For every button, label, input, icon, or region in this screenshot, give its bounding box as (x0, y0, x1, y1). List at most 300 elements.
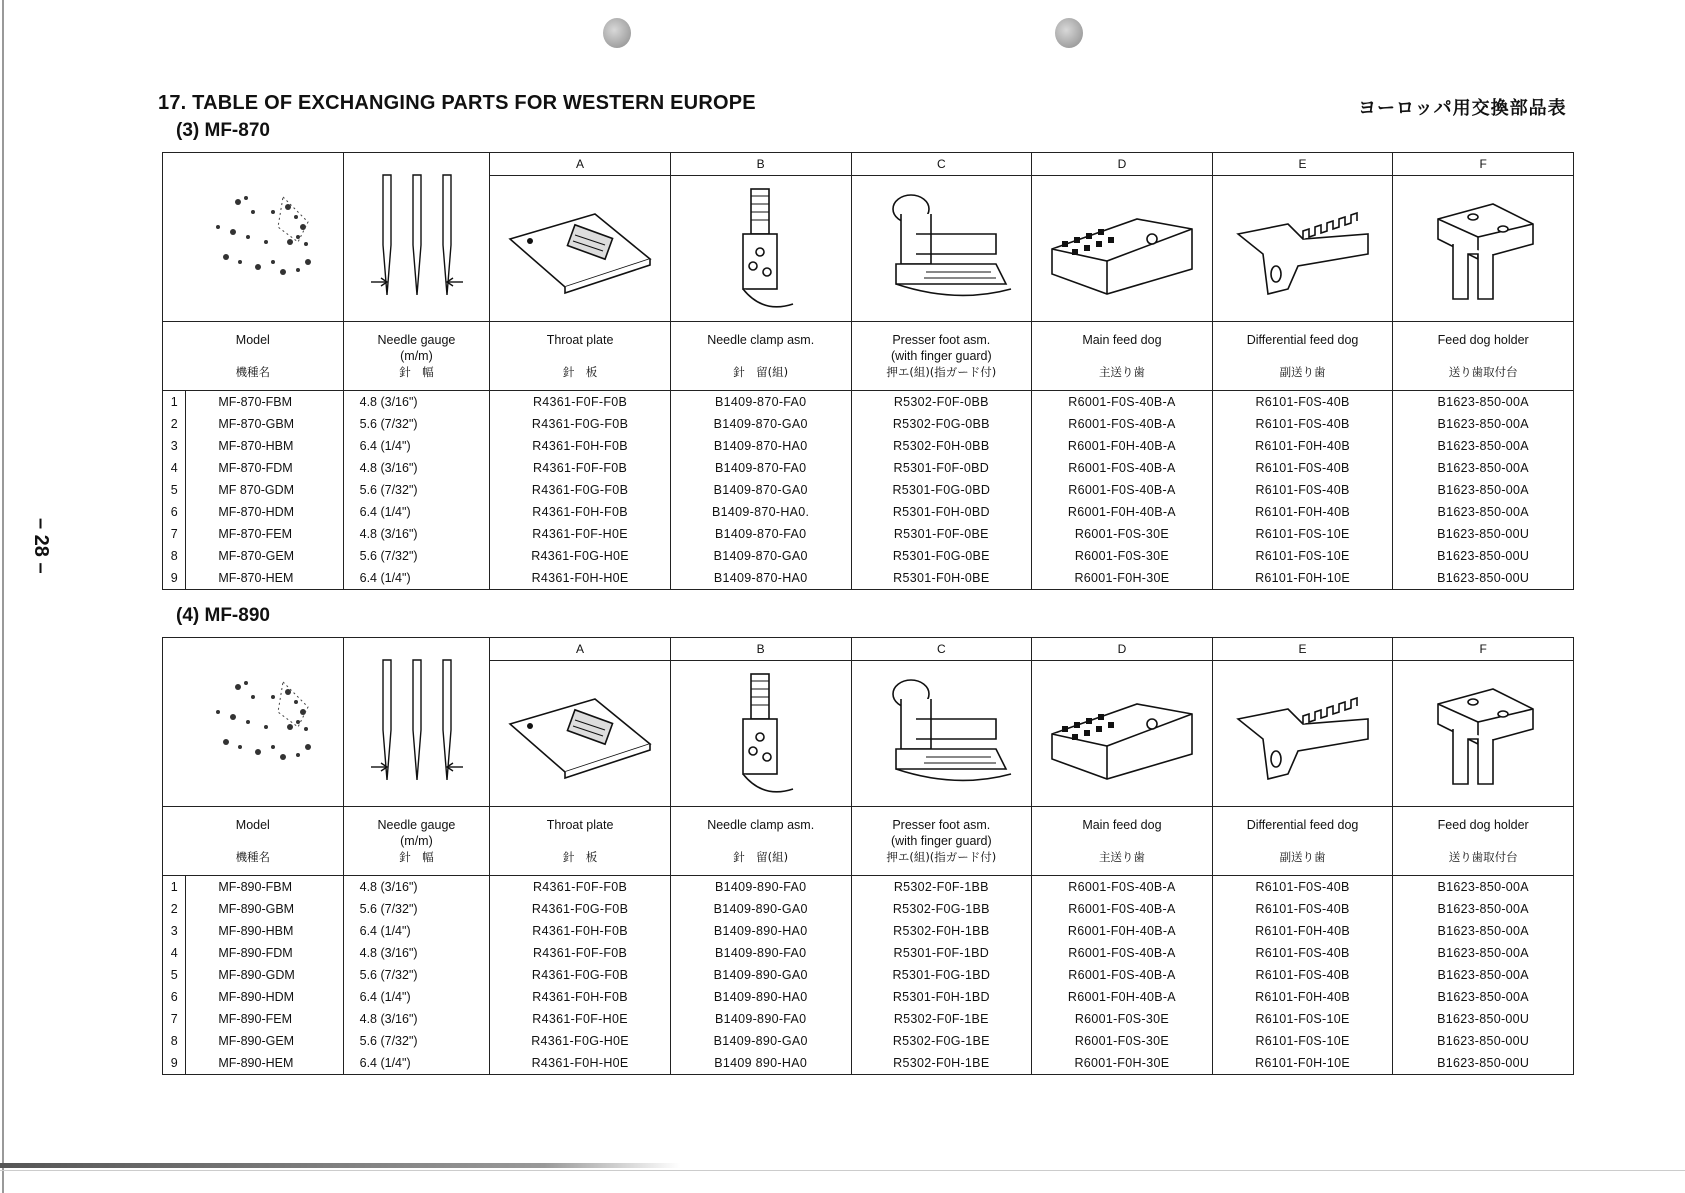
column-letter: B (756, 157, 765, 171)
row-number: 3 (163, 435, 186, 457)
needle-gauge-value: 6.4 (1/4") (343, 435, 490, 457)
differential-feed-dog-header-jp: 副送り歯 (1279, 365, 1326, 379)
column-letter-cell (1032, 638, 1213, 661)
differential-feed-dog-part: R6101-F0S-10E (1212, 545, 1393, 567)
row-number: 2 (163, 898, 186, 920)
row-number: 4 (163, 942, 186, 964)
needle-gauge-header: Needle gauge (377, 333, 456, 347)
presser-foot-part: R5302-F0G-1BB (851, 898, 1032, 920)
main-feed-dog-header: Main feed dog (1082, 333, 1162, 347)
needle-clamp-part: B1409-870-HA0 (670, 435, 851, 457)
needle-clamp-part: B1409-890-HA0 (670, 986, 851, 1008)
differential-feed-dog-part: R6101-F0H-40B (1212, 435, 1393, 457)
needle-gauge-value: 5.6 (7/32") (343, 479, 490, 501)
presser-foot-subheader: (with finger guard) (890, 349, 992, 363)
row-number: 5 (163, 964, 186, 986)
presser-foot-part: R5302-F0F-1BB (851, 876, 1032, 899)
needle-clamp-header-jp: 針 留(組) (733, 850, 789, 864)
presser-foot-part: R5302-F0F-1BE (851, 1008, 1032, 1030)
column-letter-cell (1212, 153, 1393, 176)
row-number: 8 (163, 545, 186, 567)
page-number: – 28 – (30, 518, 52, 574)
throat-plate-part: R4361-F0G-H0E (490, 545, 671, 567)
column-letter-cell (670, 638, 851, 661)
model-name: MF-870-HDM (186, 501, 343, 523)
table-row (163, 435, 1574, 457)
needle-clamp-part: B1409-890-GA0 (670, 898, 851, 920)
presser-foot-icon (866, 669, 1016, 799)
machine-picture-cell (163, 153, 344, 322)
part-picture-cell (1212, 176, 1393, 322)
column-letter-cell (1212, 638, 1393, 661)
main-feed-dog-part: R6001-F0S-30E (1032, 523, 1213, 545)
column-letter: A (576, 642, 585, 656)
throat-plate-part: R4361-F0H-F0B (490, 501, 671, 523)
differential-feed-dog-part: R6101-F0S-10E (1212, 1008, 1393, 1030)
bottom-rule (0, 1163, 680, 1168)
needle-clamp-part: B1409-890-FA0 (670, 876, 851, 899)
model-name: MF-890-GBM (186, 898, 343, 920)
main-feed-dog-part: R6001-F0S-40B-A (1032, 876, 1213, 899)
column-letter: D (1117, 157, 1127, 171)
main-feed-dog-part: R6001-F0H-30E (1032, 567, 1213, 590)
needle-clamp-part: B1409-890-FA0 (670, 1008, 851, 1030)
part-picture-cell (670, 176, 851, 322)
presser-foot-header-jp: 押エ(組)(指ガード付) (886, 365, 997, 379)
throat-plate-header-jp: 針 板 (562, 850, 598, 864)
part-picture-cell (1393, 176, 1574, 322)
model-name: MF-890-FDM (186, 942, 343, 964)
machine-picture-cell (163, 638, 344, 807)
needle-gauge-header-cell (343, 322, 490, 391)
table-row (163, 1030, 1574, 1052)
differential-feed-dog-part: R6101-F0S-10E (1212, 523, 1393, 545)
presser-foot-part: R5301-F0F-0BD (851, 457, 1032, 479)
table-row (163, 523, 1574, 545)
throat-plate-part: R4361-F0H-H0E (490, 1052, 671, 1075)
needle-gauge-value: 4.8 (3/16") (343, 457, 490, 479)
presser-foot-header-cell (851, 322, 1032, 391)
needle-gauge-value: 5.6 (7/32") (343, 545, 490, 567)
model-name: MF-890-FEM (186, 1008, 343, 1030)
throat-plate-header: Throat plate (546, 333, 614, 347)
row-number: 4 (163, 457, 186, 479)
table-row (163, 1052, 1574, 1075)
throat-plate-part: R4361-F0G-F0B (490, 479, 671, 501)
presser-foot-part: R5302-F0H-1BB (851, 920, 1032, 942)
row-number: 9 (163, 567, 186, 590)
column-letter: F (1479, 642, 1487, 656)
main-feed-dog-header-cell (1032, 322, 1213, 391)
throat-plate-icon (505, 199, 655, 299)
feed-dog-holder-part: B1623-850-00A (1393, 479, 1574, 501)
table-row (163, 1008, 1574, 1030)
main-feed-dog-icon (1047, 199, 1197, 299)
parts-table-mf870 (162, 152, 1574, 590)
binder-hole-left (603, 18, 631, 48)
table-row (163, 898, 1574, 920)
main-feed-dog-header: Main feed dog (1082, 818, 1162, 832)
throat-plate-part: R4361-F0F-F0B (490, 391, 671, 414)
needle-gauge-value: 6.4 (1/4") (343, 1052, 490, 1075)
feed-dog-holder-header-cell (1393, 807, 1574, 876)
needle-clamp-part: B1409-890-FA0 (670, 942, 851, 964)
feed-dog-holder-part: B1623-850-00A (1393, 876, 1574, 899)
table-row (163, 920, 1574, 942)
needle-gauge-value: 4.8 (3/16") (343, 391, 490, 414)
needle-clamp-icon (721, 669, 801, 799)
feed-dog-holder-part: B1623-850-00A (1393, 942, 1574, 964)
needle-clamp-part: B1409-870-FA0 (670, 391, 851, 414)
throat-plate-part: R4361-F0H-F0B (490, 920, 671, 942)
model-name: MF-870-FDM (186, 457, 343, 479)
throat-plate-part: R4361-F0F-H0E (490, 523, 671, 545)
feed-dog-holder-part: B1623-850-00A (1393, 920, 1574, 942)
main-feed-dog-icon (1047, 684, 1197, 784)
part-picture-cell (1032, 661, 1213, 807)
page-title-jp: ヨーロッパ用交換部品表 (1358, 98, 1567, 119)
throat-plate-part: R4361-F0F-H0E (490, 1008, 671, 1030)
table-row (163, 479, 1574, 501)
presser-foot-icon (866, 184, 1016, 314)
needle-gauge-value: 6.4 (1/4") (343, 920, 490, 942)
presser-foot-part: R5302-F0G-1BE (851, 1030, 1032, 1052)
main-feed-dog-header-jp: 主送り歯 (1098, 850, 1145, 864)
throat-plate-part: R4361-F0H-H0E (490, 567, 671, 590)
binder-hole-right (1055, 18, 1083, 48)
differential-feed-dog-part: R6101-F0H-40B (1212, 501, 1393, 523)
main-feed-dog-part: R6001-F0S-40B-A (1032, 942, 1213, 964)
feed-dog-holder-part: B1623-850-00A (1393, 898, 1574, 920)
feed-dog-holder-header-cell (1393, 322, 1574, 391)
needle-clamp-part: B1409-890-GA0 (670, 1030, 851, 1052)
needle-clamp-part: B1409-890-GA0 (670, 964, 851, 986)
needle-clamp-part: B1409-870-HA0 (670, 567, 851, 590)
needle-clamp-header-cell (670, 807, 851, 876)
feed-dog-holder-header-jp: 送り歯取付台 (1448, 365, 1518, 379)
row-number: 6 (163, 501, 186, 523)
throat-plate-header-cell (490, 807, 671, 876)
differential-feed-dog-part: R6101-F0S-10E (1212, 1030, 1393, 1052)
presser-foot-part: R5301-F0H-0BD (851, 501, 1032, 523)
needle-gauge-value: 6.4 (1/4") (343, 501, 490, 523)
differential-feed-dog-part: R6101-F0S-40B (1212, 964, 1393, 986)
needle-gauge-value: 5.6 (7/32") (343, 413, 490, 435)
throat-plate-header-jp: 針 板 (562, 365, 598, 379)
needle-clamp-part: B1409-890-HA0 (670, 920, 851, 942)
column-letter: F (1479, 157, 1487, 171)
main-feed-dog-part: R6001-F0H-40B-A (1032, 986, 1213, 1008)
needle-gauge-header-cell (343, 807, 490, 876)
feed-dog-holder-part: B1623-850-00A (1393, 391, 1574, 414)
differential-feed-dog-header: Differential feed dog (1246, 333, 1359, 347)
main-feed-dog-part: R6001-F0S-30E (1032, 545, 1213, 567)
needle-gauge-value: 6.4 (1/4") (343, 986, 490, 1008)
needle-gauge-value: 4.8 (3/16") (343, 523, 490, 545)
column-letter-cell (490, 153, 671, 176)
machine-illustration (178, 182, 328, 292)
model-name: MF-890-GEM (186, 1030, 343, 1052)
model-name: MF-890-HBM (186, 920, 343, 942)
main-feed-dog-part: R6001-F0S-40B-A (1032, 413, 1213, 435)
throat-plate-header-cell (490, 322, 671, 391)
presser-foot-part: R5302-F0H-0BB (851, 435, 1032, 457)
page-title: 17. TABLE OF EXCHANGING PARTS FOR WESTERN EUROPE (158, 92, 756, 114)
differential-feed-dog-icon (1228, 194, 1378, 304)
differential-feed-dog-header-cell (1212, 322, 1393, 391)
needle-gauge-value: 4.8 (3/16") (343, 876, 490, 899)
needle-clamp-icon (721, 184, 801, 314)
presser-foot-part: R5301-F0H-0BE (851, 567, 1032, 590)
presser-foot-header-cell (851, 807, 1032, 876)
column-letter-cell (851, 153, 1032, 176)
needle-clamp-header-cell (670, 322, 851, 391)
machine-illustration (178, 667, 328, 777)
part-picture-cell (1393, 661, 1574, 807)
differential-feed-dog-part: R6101-F0H-40B (1212, 986, 1393, 1008)
model-name: MF-870-GEM (186, 545, 343, 567)
feed-dog-holder-icon (1423, 189, 1543, 309)
feed-dog-holder-part: B1623-850-00U (1393, 545, 1574, 567)
main-feed-dog-part: R6001-F0S-40B-A (1032, 457, 1213, 479)
main-feed-dog-part: R6001-F0H-40B-A (1032, 435, 1213, 457)
bottom-rule-thin (0, 1170, 1685, 1171)
differential-feed-dog-part: R6101-F0S-40B (1212, 942, 1393, 964)
feed-dog-holder-part: B1623-850-00A (1393, 986, 1574, 1008)
differential-feed-dog-header-jp: 副送り歯 (1279, 850, 1326, 864)
row-number: 5 (163, 479, 186, 501)
needle-gauge-icon (361, 167, 471, 307)
differential-feed-dog-part: R6101-F0S-40B (1212, 876, 1393, 899)
main-feed-dog-part: R6001-F0S-40B-A (1032, 898, 1213, 920)
presser-foot-part: R5301-F0G-0BD (851, 479, 1032, 501)
presser-foot-part: R5301-F0F-0BE (851, 523, 1032, 545)
differential-feed-dog-part: R6101-F0S-40B (1212, 457, 1393, 479)
main-feed-dog-header-cell (1032, 807, 1213, 876)
needle-picture-cell (343, 638, 490, 807)
needle-gauge-header: Needle gauge (377, 818, 456, 832)
presser-foot-part: R5301-F0H-1BD (851, 986, 1032, 1008)
throat-plate-part: R4361-F0H-F0B (490, 435, 671, 457)
table-row (163, 501, 1574, 523)
main-feed-dog-part: R6001-F0S-30E (1032, 1030, 1213, 1052)
differential-feed-dog-part: R6101-F0H-10E (1212, 567, 1393, 590)
main-feed-dog-part: R6001-F0S-30E (1032, 1008, 1213, 1030)
table-row (163, 391, 1574, 414)
throat-plate-part: R4361-F0F-F0B (490, 876, 671, 899)
throat-plate-part: R4361-F0G-F0B (490, 413, 671, 435)
model-name: MF-870-HEM (186, 567, 343, 590)
needle-clamp-header: Needle clamp asm. (707, 333, 815, 347)
column-letter-cell (490, 638, 671, 661)
feed-dog-holder-part: B1623-850-00U (1393, 567, 1574, 590)
column-letter-cell (851, 638, 1032, 661)
feed-dog-holder-part: B1623-850-00A (1393, 457, 1574, 479)
feed-dog-holder-part: B1623-850-00A (1393, 435, 1574, 457)
table-row (163, 986, 1574, 1008)
row-number: 7 (163, 1008, 186, 1030)
row-number: 1 (163, 391, 186, 414)
presser-foot-header: Presser foot asm. (892, 818, 991, 832)
differential-feed-dog-part: R6101-F0S-40B (1212, 391, 1393, 414)
part-picture-cell (851, 661, 1032, 807)
needle-clamp-part: B1409 890-HA0 (670, 1052, 851, 1075)
needle-gauge-value: 5.6 (7/32") (343, 898, 490, 920)
row-number: 3 (163, 920, 186, 942)
presser-foot-header: Presser foot asm. (892, 333, 991, 347)
section-title-mf870: (3) MF-870 (176, 120, 270, 141)
differential-feed-dog-part: R6101-F0H-10E (1212, 1052, 1393, 1075)
part-picture-cell (1212, 661, 1393, 807)
feed-dog-holder-part: B1623-850-00U (1393, 1008, 1574, 1030)
table-row (163, 964, 1574, 986)
column-letter: E (1298, 157, 1307, 171)
presser-foot-subheader: (with finger guard) (890, 834, 992, 848)
differential-feed-dog-icon (1228, 679, 1378, 789)
main-feed-dog-part: R6001-F0S-40B-A (1032, 964, 1213, 986)
differential-feed-dog-header: Differential feed dog (1246, 818, 1359, 832)
feed-dog-holder-header: Feed dog holder (1437, 818, 1529, 832)
main-feed-dog-part: R6001-F0H-40B-A (1032, 920, 1213, 942)
model-name: MF 870-GDM (186, 479, 343, 501)
presser-foot-part: R5301-F0G-1BD (851, 964, 1032, 986)
column-letter-cell (1393, 638, 1574, 661)
differential-feed-dog-header-cell (1212, 807, 1393, 876)
needle-gauge-value: 6.4 (1/4") (343, 567, 490, 590)
needle-clamp-part: B1409-870-GA0 (670, 413, 851, 435)
needle-gauge-value: 5.6 (7/32") (343, 964, 490, 986)
part-picture-cell (670, 661, 851, 807)
model-header-jp: 機種名 (235, 850, 271, 864)
feed-dog-holder-icon (1423, 674, 1543, 794)
presser-foot-header-jp: 押エ(組)(指ガード付) (886, 850, 997, 864)
table-row (163, 545, 1574, 567)
column-letter-cell (1032, 153, 1213, 176)
row-number: 9 (163, 1052, 186, 1075)
differential-feed-dog-part: R6101-F0S-40B (1212, 898, 1393, 920)
throat-plate-header: Throat plate (546, 818, 614, 832)
main-feed-dog-part: R6001-F0S-40B-A (1032, 391, 1213, 414)
presser-foot-part: R5302-F0G-0BB (851, 413, 1032, 435)
part-picture-cell (490, 661, 671, 807)
feed-dog-holder-part: B1623-850-00A (1393, 964, 1574, 986)
part-picture-cell (851, 176, 1032, 322)
needle-gauge-value: 4.8 (3/16") (343, 1008, 490, 1030)
throat-plate-part: R4361-F0G-H0E (490, 1030, 671, 1052)
throat-plate-part: R4361-F0G-F0B (490, 964, 671, 986)
main-feed-dog-part: R6001-F0H-40B-A (1032, 501, 1213, 523)
presser-foot-part: R5302-F0F-0BB (851, 391, 1032, 414)
table-row (163, 457, 1574, 479)
differential-feed-dog-part: R6101-F0H-40B (1212, 920, 1393, 942)
needle-picture-cell (343, 153, 490, 322)
column-letter: C (936, 642, 946, 656)
page-edge-line (2, 0, 4, 1193)
throat-plate-icon (505, 684, 655, 784)
differential-feed-dog-part: R6101-F0S-40B (1212, 413, 1393, 435)
needle-gauge-header-jp: 針 幅 (399, 365, 434, 379)
table-row (163, 567, 1574, 590)
main-feed-dog-part: R6001-F0H-30E (1032, 1052, 1213, 1075)
needle-gauge-value: 5.6 (7/32") (343, 1030, 490, 1052)
main-feed-dog-header-jp: 主送り歯 (1098, 365, 1145, 379)
differential-feed-dog-part: R6101-F0S-40B (1212, 479, 1393, 501)
needle-gauge-unit: (m/m) (400, 834, 433, 848)
feed-dog-holder-part: B1623-850-00A (1393, 501, 1574, 523)
column-letter: E (1298, 642, 1307, 656)
feed-dog-holder-part: B1623-850-00U (1393, 1030, 1574, 1052)
needle-clamp-part: B1409-870-FA0 (670, 457, 851, 479)
row-number: 8 (163, 1030, 186, 1052)
throat-plate-part: R4361-F0F-F0B (490, 457, 671, 479)
main-feed-dog-part: R6001-F0S-40B-A (1032, 479, 1213, 501)
model-header-cell (163, 807, 344, 876)
throat-plate-part: R4361-F0F-F0B (490, 942, 671, 964)
model-name: MF-870-HBM (186, 435, 343, 457)
feed-dog-holder-part: B1623-850-00U (1393, 1052, 1574, 1075)
table-row (163, 942, 1574, 964)
table-row (163, 876, 1574, 899)
needle-clamp-header-jp: 針 留(組) (733, 365, 789, 379)
feed-dog-holder-header-jp: 送り歯取付台 (1448, 850, 1518, 864)
throat-plate-part: R4361-F0H-F0B (490, 986, 671, 1008)
model-name: MF-890-FBM (186, 876, 343, 899)
row-number: 2 (163, 413, 186, 435)
needle-gauge-header-jp: 針 幅 (399, 850, 434, 864)
part-picture-cell (490, 176, 671, 322)
feed-dog-holder-part: B1623-850-00U (1393, 523, 1574, 545)
needle-clamp-part: B1409-870-GA0 (670, 479, 851, 501)
part-picture-cell (1032, 176, 1213, 322)
model-header-cell (163, 322, 344, 391)
column-letter: B (756, 642, 765, 656)
feed-dog-holder-header: Feed dog holder (1437, 333, 1529, 347)
needle-clamp-part: B1409-870-HA0. (670, 501, 851, 523)
model-name: MF-890-GDM (186, 964, 343, 986)
model-name: MF-870-FBM (186, 391, 343, 414)
row-number: 6 (163, 986, 186, 1008)
needle-gauge-unit: (m/m) (400, 349, 433, 363)
needle-clamp-part: B1409-870-FA0 (670, 523, 851, 545)
model-name: MF-890-HDM (186, 986, 343, 1008)
column-letter: A (576, 157, 585, 171)
column-letter: C (936, 157, 946, 171)
model-name: MF-870-FEM (186, 523, 343, 545)
column-letter-cell (1393, 153, 1574, 176)
model-header-jp: 機種名 (235, 365, 271, 379)
model-header: Model (235, 818, 270, 832)
row-number: 1 (163, 876, 186, 899)
row-number: 7 (163, 523, 186, 545)
needle-gauge-icon (361, 652, 471, 792)
column-letter: D (1117, 642, 1127, 656)
presser-foot-part: R5301-F0F-1BD (851, 942, 1032, 964)
feed-dog-holder-part: B1623-850-00A (1393, 413, 1574, 435)
needle-gauge-value: 4.8 (3/16") (343, 942, 490, 964)
model-name: MF-870-GBM (186, 413, 343, 435)
section-title-mf890: (4) MF-890 (176, 605, 270, 626)
model-header: Model (235, 333, 270, 347)
presser-foot-part: R5302-F0H-1BE (851, 1052, 1032, 1075)
needle-clamp-part: B1409-870-GA0 (670, 545, 851, 567)
parts-table-mf890 (162, 637, 1574, 1075)
model-name: MF-890-HEM (186, 1052, 343, 1075)
column-letter-cell (670, 153, 851, 176)
throat-plate-part: R4361-F0G-F0B (490, 898, 671, 920)
table-row (163, 413, 1574, 435)
presser-foot-part: R5301-F0G-0BE (851, 545, 1032, 567)
needle-clamp-header: Needle clamp asm. (707, 818, 815, 832)
